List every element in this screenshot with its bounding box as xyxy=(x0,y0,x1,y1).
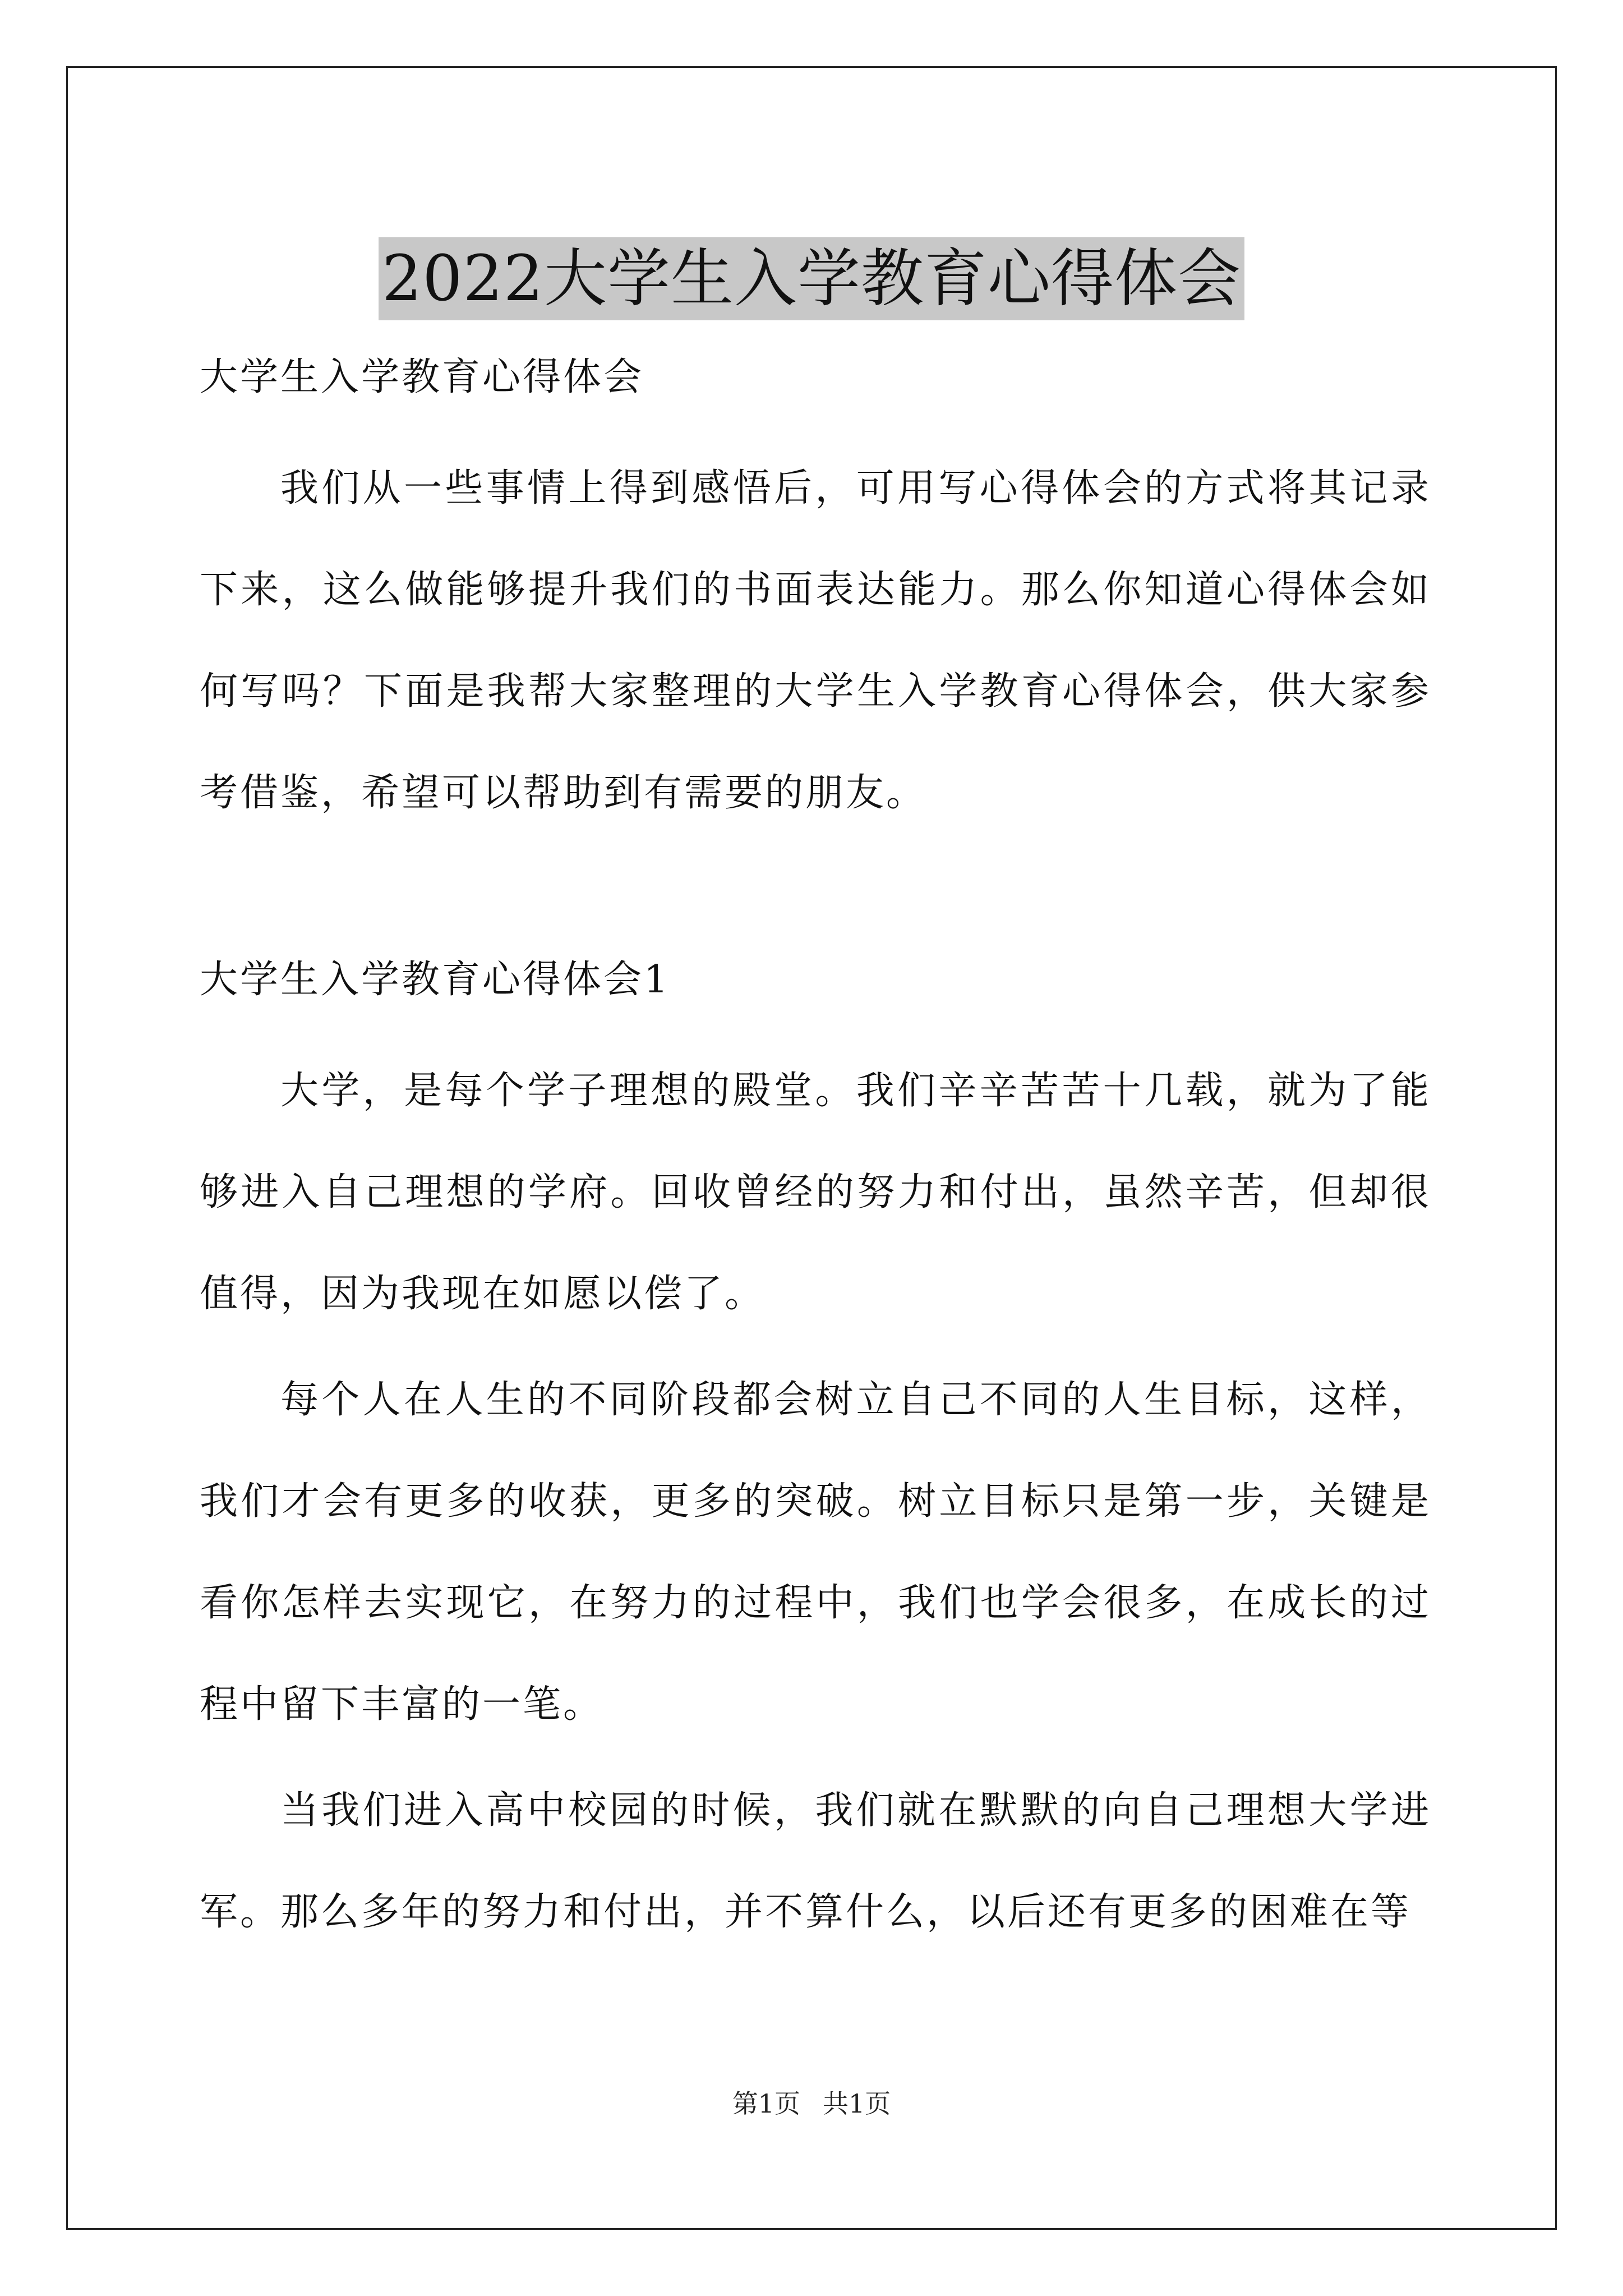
spacer xyxy=(200,844,1431,945)
intro-heading: 大学生入学教育心得体会 xyxy=(200,355,644,399)
spacer xyxy=(200,1015,1431,1040)
section-1-paragraph-1: 大学，是每个学子理想的殿堂。我们辛辛苦苦十几载，就为了能够进入自己理想的学府。回收曾经的努力和付出，虽然辛苦，但却很值得，因为我现在如愿以偿了。 xyxy=(200,1069,1431,1316)
spacer xyxy=(200,1755,1431,1760)
spacer xyxy=(200,1345,1431,1349)
section-1-paragraph-2: 每个人在人生的不同阶段都会树立自己不同的人生目标，这样，我们才会有更多的收获，更多的突破。树立目标只是第一步，关键是看你怎样去实现它，在努力的过程中，我们也学会很多，在成长的过程中留下丰富的一笔。 xyxy=(200,1378,1431,1727)
page-number-current: 第1页 xyxy=(732,2088,800,2119)
section-1-heading: 大学生入学教育心得体会1 xyxy=(200,958,671,1002)
section-1-paragraph-3: 当我们进入高中校园的时候，我们就在默默的向自己理想大学进军。那么多年的努力和付出，并不算什么，以后还有更多的困难在等 xyxy=(200,1788,1431,1934)
page-number-total: 共1页 xyxy=(823,2088,891,2119)
intro-paragraph: 我们从一些事情上得到感悟后，可用写心得体会的方式将其记录下来，这么做能够提升我们的书面表达能力。那么你知道心得体会如何写吗？下面是我帮大家整理的大学生入学教育心得体会，供大家参考借鉴，希望可以帮助到有需要的朋友。 xyxy=(200,466,1431,815)
document-body xyxy=(200,342,1431,1963)
title-wrap xyxy=(0,195,1623,362)
page-footer xyxy=(0,2087,1623,2120)
document-title: 2022大学生入学教育心得体会 xyxy=(379,237,1244,320)
spacer xyxy=(200,413,1431,438)
